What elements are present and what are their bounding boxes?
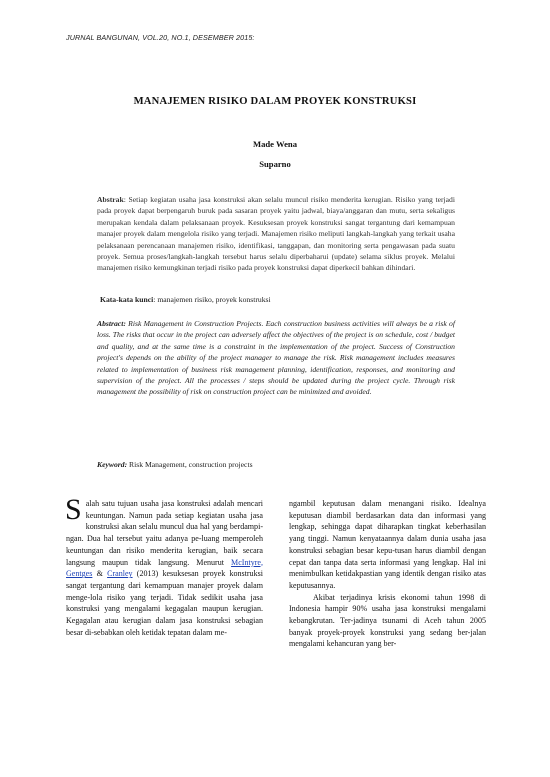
body-paragraph-1 <box>65 493 263 638</box>
kata-kunci-text: : manajemen risiko, proyek konstruksi <box>153 295 271 304</box>
reference-link-gentges[interactable]: Gentges <box>66 569 93 579</box>
abstract-label: Abstract: <box>97 319 126 328</box>
article-title: MANAJEMEN RISIKO DALAM PROYEK KONSTRUKSI <box>133 96 417 107</box>
body-text-1-end: (2013) kesuksesan proyek konstruksi sangat tergantung dari kemampuan manajer proyek dalam menge-lola risiko yang terjadi. Tidak sedikit usaha jasa konstruksi yang mengalami kegagalan maupun kerugian. Kegagalan atau kerugian dalam jasa konstruksi sebagian besar di-sebabkan oleh ketidak tepatan dalam me- <box>66 569 263 637</box>
keyword-text: Risk Management, construction projects <box>127 460 253 469</box>
reference-link-mcintyre[interactable]: McIntyre, <box>231 557 263 567</box>
abstract-text: Risk Management in Construction Projects. Each construction business activities will always be a risk of loss. The risks that occur in the project can adversely affect the objectives of the project is on schedule, cost / budget and quality, and at the same time is a constraint in the implementation of the project. Success of Construction project's depends on the ability of the project manager to manage the risk. Risk management includes measures related to implementation of business risk management planning, identification, responses, and monitoring and supervision of the project. All the processes / steps should be updated during the project cycle. Through risk management the possibility of risk on construction project can be minimized and avoided. <box>97 319 455 397</box>
body-column-right <box>289 498 486 650</box>
keyword-paragraph <box>97 459 455 470</box>
kata-kunci-label: Kata-kata kunci <box>100 295 154 304</box>
body-column-left <box>65 493 263 638</box>
drop-cap: S <box>65 493 82 526</box>
keyword-label: Keyword: <box>97 460 128 469</box>
body-paragraph-2: ngambil keputusan dalam menangani risiko. Idealnya keputusan diambil berdasarkan data dan informasi yang lengkap, sehingga dapat diharapkan tingkat keberhasilan yang tinggi. Namun kenyataannya dalam dunia usaha jasa konstruksi sebagian besar kepu-tusan harus diambil dengan cepat dan tanpa data serta informasi yang lengkap. Hal ini menimbulkan ketidakpastian yang identik dengan risiko atas keputusannya. <box>289 499 486 590</box>
body-paragraph-3: Akibat terjadinya krisis ekonomi tahun 1998 di Indonesia hampir 90% usaha jasa konstruksi mengalami kebangkrutan. Ter-jadinya tsunami di Aceh tahun 2005 banyak proyek-proyek konstruksi yang sedang ber-jalan mengalami kehancuran yang ber- <box>289 592 486 649</box>
abstract-paragraph <box>97 318 455 398</box>
abstrak-label: Abstrak <box>97 195 124 204</box>
reference-ampersand: & <box>92 569 108 579</box>
reference-link-cranley[interactable]: Cranley <box>107 569 133 579</box>
abstrak-text: : Setiap kegiatan usaha jasa konstruksi akan selalu muncul risiko menderita kerugian. Risiko yang terjadi pada proyek dapat berpengaruh buruk pada sasaran proyek yaitu jadwal, biaya/anggaran dan mutu, serta sekaligus merupakan kendala dalam pelaksanaan proyek. Kesuksesan proyek konstruksi sangat tergantung dari kemampuan manajer proyek dalam mengelola risiko yang terjadi. Manajemen risiko meliputi langkah-langkah yang terkait usaha pelaksanaan perencanaan manajemen risiko, identifikasi, tanggapan, dan monitoring serta pengawasan pada suatu proyek. Semua proses/langkah-langkah tersebut harus selalu diperbaharui (update) selama siklus proyek. Melalui manajemen risiko kemungkinan terjadi risiko pada proyek konstruksi dapat diperkecil bahkan dihindari. <box>97 195 455 273</box>
body-text-1: alah satu tujuan usaha jasa konstruksi adalah mencari keuntungan. Namun pada setiap kegiatan usaha jasa konstruksi akan selalu muncul dua hal yang berdampi-ngan. Dua hal tersebut yaitu adanya pe-luang memperoleh keuntungan dan risiko menderita kerugian, baik secara langsung maupun tidak langsung. Menurut <box>66 499 263 567</box>
abstrak-paragraph <box>97 194 455 274</box>
author-2: Suparno <box>259 159 291 169</box>
journal-header: JURNAL BANGUNAN, VOL.20, NO.1, DESEMBER 2015: <box>66 33 255 42</box>
author-1: Made Wena <box>252 139 297 149</box>
kata-kunci-paragraph <box>100 294 460 305</box>
